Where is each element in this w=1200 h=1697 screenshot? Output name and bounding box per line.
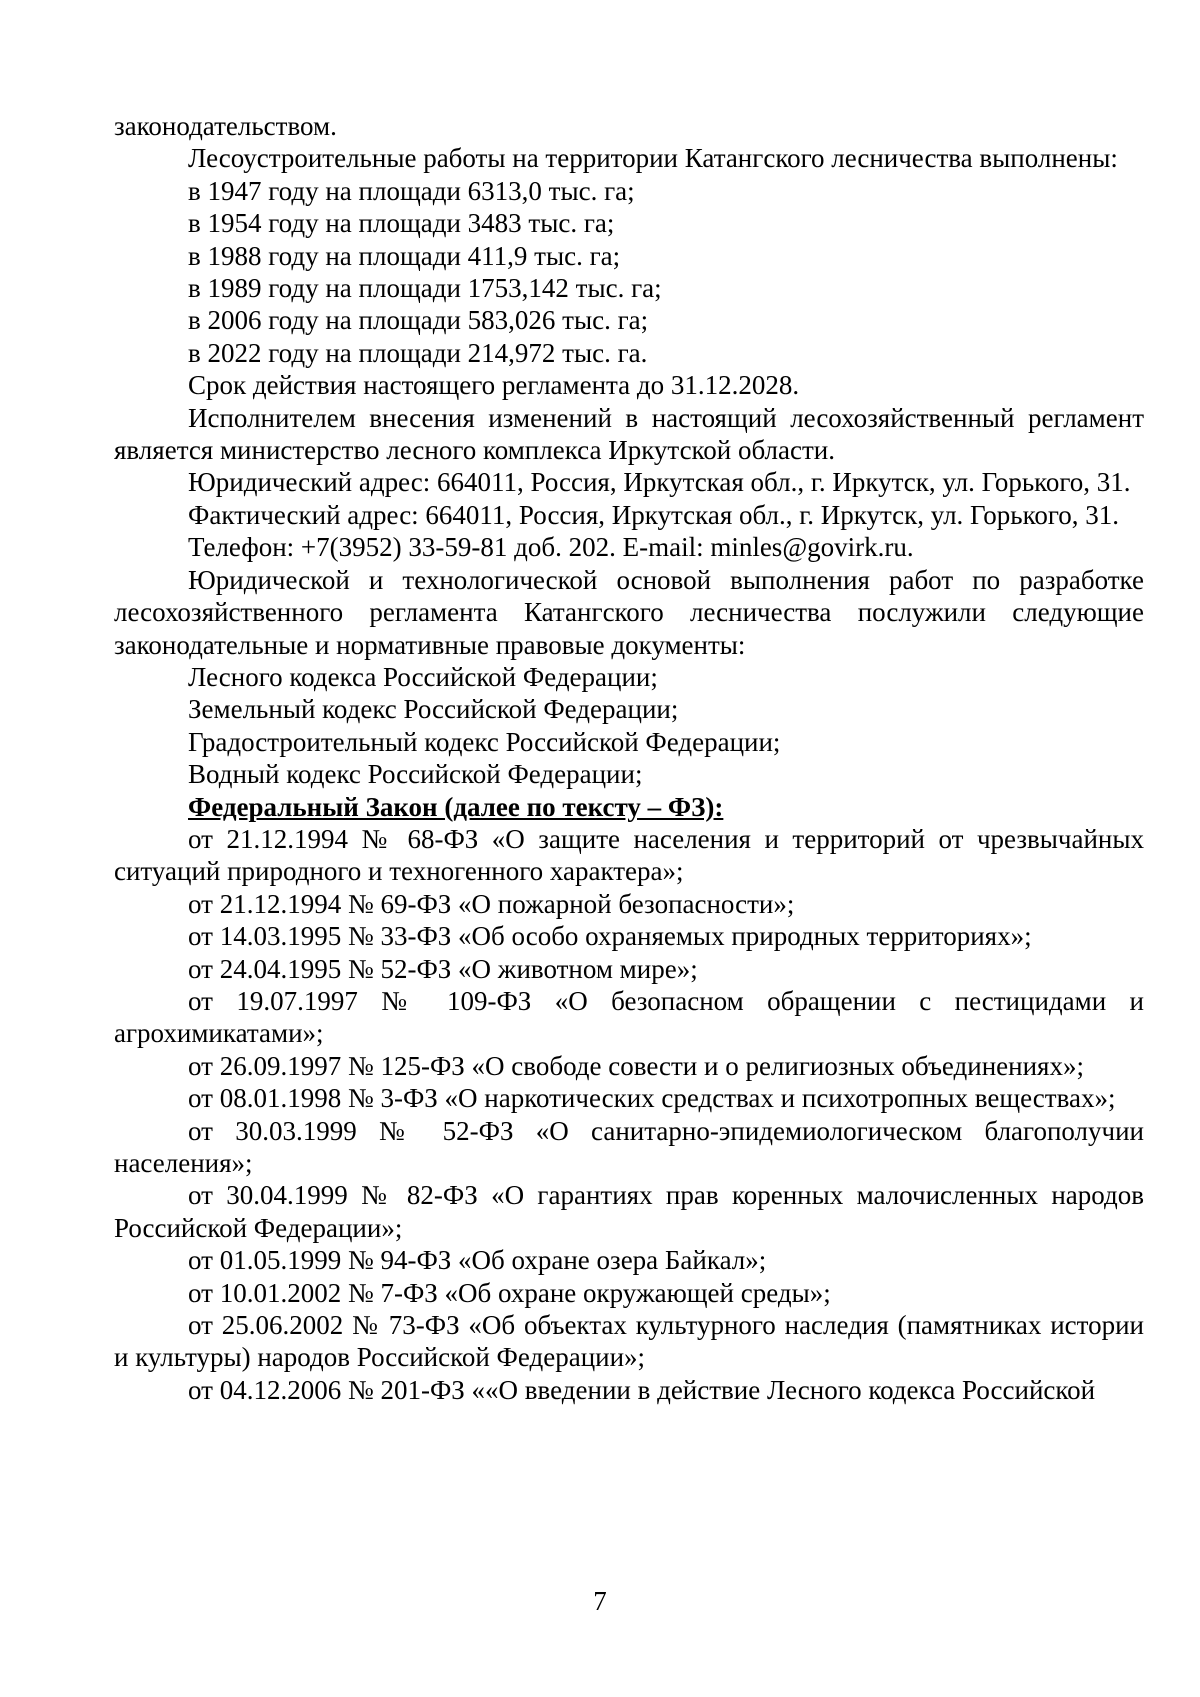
- list-item: в 1954 году на площади 3483 тыс. га;: [188, 208, 615, 239]
- law-item: от 21.12.1994 № 68-ФЗ «О защите населения и территорий от чрезвычайных ситуаций природного и техногенного характера»;: [114, 823, 1144, 887]
- list-item: в 2006 году на площади 583,026 тыс. га;: [188, 305, 649, 336]
- actual-address: Фактический адрес: 664011, Россия, Иркутская обл., г. Иркутск, ул. Горького, 31.: [188, 499, 1119, 530]
- list-item: в 1988 году на площади 411,9 тыс. га;: [188, 240, 621, 271]
- page-number: 7: [593, 1586, 607, 1616]
- law-item: от 26.09.1997 № 125-ФЗ «О свободе совести и о религиозных объединениях»;: [188, 1050, 1084, 1081]
- paragraph: Юридической и технологической основой выполнения работ по разработке лесохозяйственного регламента Катангского лесничества послужили следующие законодательные и нормативные правовые документы:: [114, 564, 1144, 660]
- law-item: от 08.01.1998 № 3-ФЗ «О наркотических средствах и психотропных веществах»;: [188, 1083, 1116, 1114]
- document-body: [114, 110, 1144, 1406]
- paragraph: Срок действия настоящего регламента до 31.12.2028.: [188, 370, 800, 401]
- law-item: от 10.01.2002 № 7-ФЗ «Об охране окружающей среды»;: [188, 1277, 831, 1308]
- list-item: в 1947 году на площади 6313,0 тыс. га;: [188, 175, 635, 206]
- paragraph: Исполнителем внесения изменений в настоящий лесохозяйственный регламент является министерство лесного комплекса Иркутской области.: [114, 402, 1144, 466]
- list-item: в 2022 году на площади 214,972 тыс. га.: [188, 337, 648, 368]
- list-item: Земельный кодекс Российской Федерации;: [188, 694, 679, 725]
- law-item: от 30.04.1999 № 82-ФЗ «О гарантиях прав коренных малочисленных народов Российской Федерации»;: [114, 1180, 1144, 1243]
- law-item: от 25.06.2002 № 73-ФЗ «Об объектах культурного наследия (памятниках истории и культуры) народов Российской Федерации»;: [114, 1310, 1144, 1373]
- law-item: от 30.03.1999 № 52-ФЗ «О санитарно-эпидемиологическом благополучии населения»;: [114, 1115, 1144, 1178]
- list-item: Лесного кодекса Российской Федерации;: [188, 661, 658, 692]
- law-item: от 21.12.1994 № 69-ФЗ «О пожарной безопасности»;: [188, 888, 795, 919]
- law-item: от 14.03.1995 № 33-ФЗ «Об особо охраняемых природных территориях»;: [188, 921, 1032, 952]
- list-item: Градостроительный кодекс Российской Федерации;: [188, 726, 781, 757]
- paragraph: Лесоустроительные работы на территории Катангского лесничества выполнены:: [188, 143, 1118, 174]
- section-heading: Федеральный Закон (далее по тексту – ФЗ):: [188, 791, 724, 822]
- paragraph: законодательством.: [114, 111, 337, 141]
- law-item: от 19.07.1997 № 109-ФЗ «О безопасном обращении с пестицидами и агрохимикатами»;: [114, 985, 1144, 1049]
- law-item: от 24.04.1995 № 52-ФЗ «О животном мире»;: [188, 953, 698, 984]
- contact-info: Телефон: +7(3952) 33-59-81 доб. 202. E-mail: minles@govirk.ru.: [188, 532, 914, 563]
- list-item: Водный кодекс Российской Федерации;: [188, 759, 643, 790]
- list-item: в 1989 году на площади 1753,142 тыс. га;: [188, 273, 662, 304]
- law-item: от 01.05.1999 № 94-ФЗ «Об охране озера Байкал»;: [188, 1245, 767, 1276]
- law-item: от 04.12.2006 № 201-ФЗ ««О введении в действие Лесного кодекса Российской: [188, 1374, 1096, 1405]
- legal-address: Юридический адрес: 664011, Россия, Иркутская обл., г. Иркутск, ул. Горького, 31.: [188, 467, 1131, 498]
